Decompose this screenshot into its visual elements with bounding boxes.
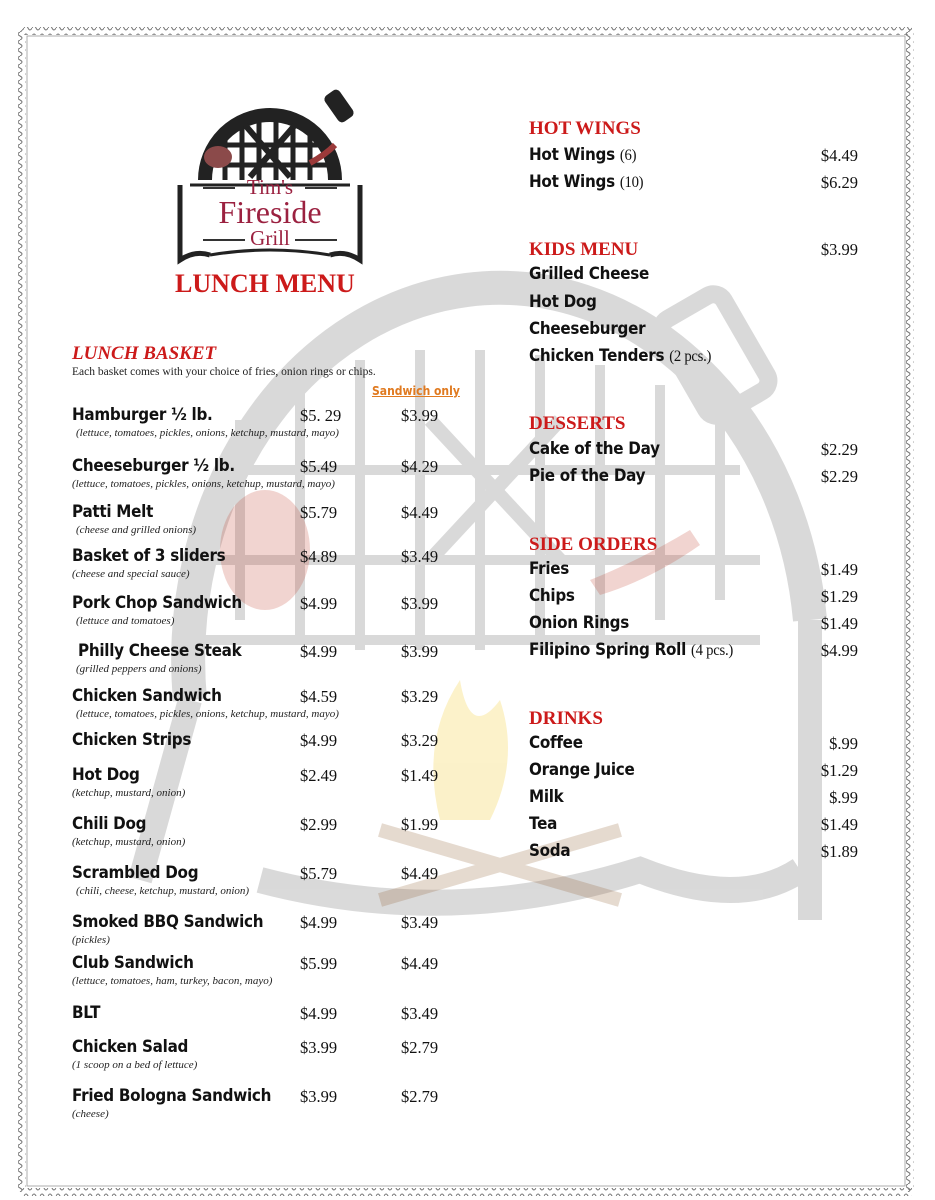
lunch-item-desc: (chili, cheese, ketchup, mustard, onion)	[76, 885, 250, 897]
item-name-text: Grilled Cheese	[529, 264, 650, 283]
desserts-item-name	[529, 439, 660, 458]
side-orders-item-price: $1.49	[820, 614, 858, 633]
lunch-item-basket-price: $4.99	[300, 913, 338, 932]
side-orders-item-name	[529, 640, 733, 660]
item-name-text: Chicken Tenders	[529, 346, 665, 365]
drinks-item-name	[529, 760, 635, 779]
lunch-item-sandwich-price: $3.49	[401, 547, 439, 566]
lunch-item-sandwich-price: $4.49	[401, 864, 439, 883]
hot-wings-title: HOT WINGS	[529, 118, 641, 139]
hot-wings-item-price: $4.49	[820, 146, 858, 165]
lunch-item-name: Chicken Salad	[72, 1037, 189, 1056]
lunch-item-sandwich-price: $4.29	[401, 457, 439, 476]
kids-menu-title: KIDS MENU	[529, 239, 639, 260]
logo-line-1: Tim's	[246, 175, 294, 199]
drinks-item-price: $1.89	[820, 842, 858, 861]
item-name-text: Milk	[529, 787, 564, 806]
lunch-item-basket-price: $5.49	[300, 457, 338, 476]
kids-menu-item-name	[529, 319, 645, 338]
drinks-item-name	[529, 841, 570, 860]
item-name-text: Hot Wings	[529, 145, 615, 164]
lunch-item-name: Philly Cheese Steak	[78, 641, 242, 660]
lunch-item-name: Patti Melt	[72, 502, 154, 521]
lunch-item-basket-price: $3.99	[300, 1038, 338, 1057]
lunch-item-basket-price: $2.49	[300, 766, 338, 785]
desserts-item-price: $2.29	[820, 467, 858, 486]
lunch-item-desc: (ketchup, mustard, onion)	[72, 836, 186, 848]
item-name-text: Filipino Spring Roll	[529, 640, 687, 659]
lunch-item-name: Chicken Sandwich	[72, 686, 222, 705]
lunch-item-desc: (grilled peppers and onions)	[76, 663, 202, 675]
lunch-item-name: Chicken Strips	[72, 730, 192, 749]
lunch-item-basket-price: $5.79	[300, 503, 338, 522]
lunch-item-name: BLT	[72, 1003, 101, 1022]
lunch-item-sandwich-price: $3.49	[401, 913, 439, 932]
lunch-item-basket-price: $3.99	[300, 1087, 338, 1106]
sandwich-only-label: Sandwich only	[372, 384, 460, 398]
lunch-item-name: Hot Dog	[72, 765, 140, 784]
lunch-item-name: Club Sandwich	[72, 953, 194, 972]
item-name-text: Tea	[529, 814, 558, 833]
item-name-text: Pie of the Day	[529, 466, 646, 485]
lunch-item-desc: (ketchup, mustard, onion)	[72, 787, 186, 799]
kids-menu-item-name	[529, 292, 597, 311]
lunch-item-basket-price: $5. 29	[300, 406, 342, 425]
lunch-item-sandwich-price: $4.49	[401, 503, 439, 522]
logo-line-3: Grill	[250, 226, 290, 250]
hot-wings-item-name	[529, 145, 636, 165]
lunch-item-name: Cheeseburger ½ lb.	[72, 456, 235, 475]
lunch-item-basket-price: $5.99	[300, 954, 338, 973]
hot-wings-item-price: $6.29	[820, 173, 858, 192]
lunch-item-basket-price: $2.99	[300, 815, 338, 834]
item-name-text: Cheeseburger	[529, 319, 646, 338]
lunch-item-sandwich-price: $3.29	[401, 731, 439, 750]
item-qty: (10)	[619, 174, 644, 191]
drinks-item-price: $.99	[829, 788, 858, 807]
item-name-text: Cake of the Day	[529, 439, 660, 458]
lunch-item-name: Basket of 3 sliders	[72, 546, 226, 565]
lunch-item-name: Hamburger ½ lb.	[72, 405, 213, 424]
lunch-item-desc: (pickles)	[72, 934, 110, 946]
item-name-text: Coffee	[529, 733, 583, 752]
item-name-text: Hot Wings	[529, 172, 615, 191]
lunch-item-desc: (cheese)	[72, 1108, 109, 1120]
item-name-text: Soda	[529, 841, 571, 860]
lunch-item-desc: (cheese and special sauce)	[72, 568, 190, 580]
lunch-item-desc: (lettuce, tomatoes, pickles, onions, ketchup, mustard, mayo)	[76, 708, 339, 720]
item-name-text: Fries	[529, 559, 570, 578]
lunch-item-name: Chili Dog	[72, 814, 147, 833]
item-name-text: Chips	[529, 586, 575, 605]
desserts-item-price: $2.29	[820, 440, 858, 459]
lunch-item-sandwich-price: $1.99	[401, 815, 439, 834]
lunch-item-sandwich-price: $3.49	[401, 1004, 439, 1023]
lunch-item-desc: (lettuce and tomatoes)	[76, 615, 175, 627]
side-orders-item-price: $4.99	[820, 641, 858, 660]
drinks-item-name	[529, 733, 583, 752]
lunch-item-name: Scrambled Dog	[72, 863, 199, 882]
lunch-item-name: Smoked BBQ Sandwich	[72, 912, 264, 931]
side-orders-item-price: $1.49	[820, 560, 858, 579]
drinks-item-price: $1.29	[820, 761, 858, 780]
lunch-item-sandwich-price: $3.99	[401, 642, 439, 661]
lunch-item-desc: (lettuce, tomatoes, pickles, onions, ketchup, mustard, mayo)	[76, 427, 339, 439]
lunch-basket-title: LUNCH BASKET	[72, 343, 217, 364]
item-qty: (2 pcs.)	[669, 348, 712, 365]
item-name-text: Orange Juice	[529, 760, 635, 779]
side-orders-item-name	[529, 613, 629, 632]
lunch-item-basket-price: $5.79	[300, 864, 338, 883]
lunch-item-sandwich-price: $3.29	[401, 687, 439, 706]
lunch-item-basket-price: $4.99	[300, 594, 338, 613]
lunch-basket-intro: Each basket comes with your choice of fries, onion rings or chips.	[72, 366, 376, 378]
lunch-item-sandwich-price: $2.79	[401, 1087, 439, 1106]
desserts-item-name	[529, 466, 645, 485]
lunch-item-desc: (lettuce, tomatoes, pickles, onions, ketchup, mustard, mayo)	[72, 478, 335, 490]
drinks-title: DRINKS	[529, 708, 603, 729]
hot-wings-item-name	[529, 172, 643, 192]
lunch-item-desc: (cheese and grilled onions)	[76, 524, 197, 536]
lunch-item-sandwich-price: $3.99	[401, 406, 439, 425]
lunch-item-basket-price: $4.99	[300, 1004, 338, 1023]
lunch-item-sandwich-price: $3.99	[401, 594, 439, 613]
lunch-item-sandwich-price: $2.79	[401, 1038, 439, 1057]
menu-title: LUNCH MENU	[175, 269, 355, 298]
lunch-item-sandwich-price: $1.49	[401, 766, 439, 785]
lunch-item-basket-price: $4.99	[300, 642, 338, 661]
drinks-item-name	[529, 787, 564, 806]
kids-menu-item-name	[529, 346, 711, 366]
lunch-item-desc: (lettuce, tomatoes, ham, turkey, bacon, mayo)	[72, 975, 273, 987]
drinks-item-price: $1.49	[820, 815, 858, 834]
lunch-item-desc: (1 scoop on a bed of lettuce)	[72, 1059, 198, 1071]
desserts-title: DESSERTS	[529, 413, 626, 434]
item-qty: (4 pcs.)	[691, 642, 733, 659]
logo-line-2: Fireside	[218, 194, 322, 230]
drinks-item-price: $.99	[829, 734, 858, 753]
side-orders-item-price: $1.29	[820, 587, 858, 606]
lunch-item-name: Fried Bologna Sandwich	[72, 1086, 272, 1105]
kids-menu-item-name	[529, 264, 649, 283]
lunch-item-basket-price: $4.89	[300, 547, 338, 566]
side-orders-item-name	[529, 559, 569, 578]
side-orders-item-name	[529, 586, 575, 605]
side-orders-title: SIDE ORDERS	[529, 534, 658, 555]
item-name-text: Hot Dog	[529, 292, 597, 311]
lunch-item-name: Pork Chop Sandwich	[72, 593, 242, 612]
lunch-item-basket-price: $4.99	[300, 731, 338, 750]
lunch-item-sandwich-price: $4.49	[401, 954, 439, 973]
drinks-item-name	[529, 814, 557, 833]
kids-menu-price: $3.99	[820, 240, 858, 259]
lunch-item-basket-price: $4.59	[300, 687, 338, 706]
item-name-text: Onion Rings	[529, 613, 630, 632]
item-qty: (6)	[619, 147, 637, 164]
